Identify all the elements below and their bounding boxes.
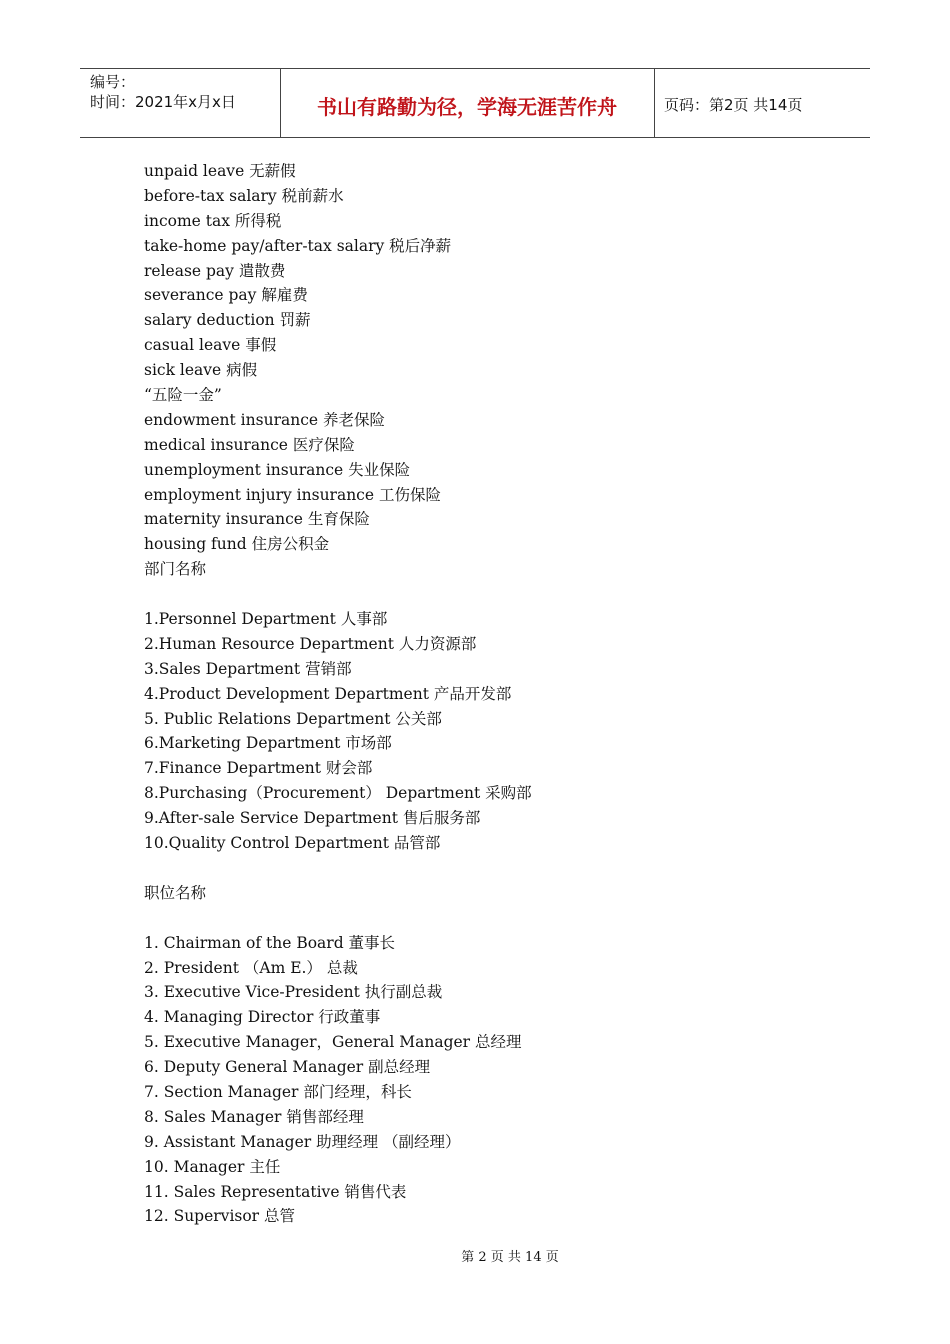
document-number-label: 编号：	[90, 73, 136, 91]
vocabulary-line: 2.Human Resource Department 人力资源部	[144, 634, 477, 653]
vocabulary-line: 10. Manager 主任	[144, 1157, 281, 1176]
vocabulary-line: take-home pay/after-tax salary 税后净薪	[144, 236, 452, 255]
document-time-label: 时间：2021年x月x日	[90, 93, 236, 111]
vocabulary-line: 职位名称	[144, 883, 207, 902]
header-page-info: 页码：第2页 共14页	[664, 96, 803, 114]
vocabulary-line	[144, 582, 532, 607]
vocabulary-line	[144, 856, 532, 881]
vocabulary-line: sick leave 病假	[144, 361, 258, 380]
vocabulary-line: 9.After-sale Service Department 售后服务部	[144, 809, 481, 828]
header-motto-cell	[280, 69, 655, 137]
vocabulary-line: 11. Sales Representative 销售代表	[144, 1182, 407, 1201]
vocabulary-line: 3. Executive Vice-President 执行副总裁	[144, 983, 443, 1002]
vocabulary-line: 部门名称	[144, 560, 207, 579]
vocabulary-line: medical insurance 医疗保险	[144, 435, 355, 454]
page-footer: 第 2 页 共 14 页	[461, 1250, 559, 1265]
vocabulary-line: 12. Supervisor 总管	[144, 1207, 296, 1226]
vocabulary-line: casual leave 事假	[144, 336, 277, 355]
vocabulary-line: income tax 所得税	[144, 211, 282, 230]
vocabulary-line: 7.Finance Department 财会部	[144, 759, 373, 778]
header-page-cell	[654, 69, 870, 137]
vocabulary-line: employment injury insurance 工伤保险	[144, 485, 441, 504]
vocabulary-line: 1.Personnel Department 人事部	[144, 610, 388, 629]
vocabulary-line: 7. Section Manager 部门经理，科长	[144, 1082, 412, 1101]
vocabulary-line: severance pay 解雇费	[144, 286, 308, 305]
vocabulary-line: 6.Marketing Department 市场部	[144, 734, 392, 753]
vocabulary-line: 9. Assistant Manager 助理经理 （副经理）	[144, 1132, 461, 1151]
vocabulary-line: maternity insurance 生育保险	[144, 510, 370, 529]
vocabulary-line: “五险一金”	[144, 386, 222, 405]
vocabulary-line: 8. Sales Manager 销售部经理	[144, 1107, 364, 1126]
vocabulary-line: unpaid leave 无薪假	[144, 162, 296, 180]
vocabulary-line: 6. Deputy General Manager 副总经理	[144, 1058, 431, 1077]
vocabulary-line: salary deduction 罚薪	[144, 311, 311, 330]
vocabulary-line: 4.Product Development Department 产品开发部	[144, 684, 512, 703]
vocabulary-line: 8.Purchasing（Procurement） Department 采购部	[144, 784, 532, 803]
vocabulary-line: 5. Public Relations Department 公关部	[144, 709, 442, 728]
header-motto: 书山有路勤为径，学海无涯苦作舟	[317, 95, 617, 119]
vocabulary-list	[144, 159, 532, 1229]
vocabulary-line: unemployment insurance 失业保险	[144, 460, 411, 479]
vocabulary-line: 5. Executive Manager，General Manager 总经理	[144, 1033, 522, 1052]
vocabulary-line: release pay 遣散费	[144, 261, 286, 280]
vocabulary-line: 3.Sales Department 营销部	[144, 659, 352, 678]
vocabulary-line: 10.Quality Control Department 品管部	[144, 834, 441, 853]
vocabulary-line: 1. Chairman of the Board 董事长	[144, 933, 396, 952]
vocabulary-line: 2. President （Am E.） 总裁	[144, 958, 358, 977]
vocabulary-line: 4. Managing Director 行政董事	[144, 1008, 381, 1027]
vocabulary-line: endowment insurance 养老保险	[144, 410, 385, 429]
vocabulary-line: before-tax salary 税前薪水	[144, 186, 344, 205]
vocabulary-line	[144, 906, 532, 931]
header-left-cell	[80, 69, 281, 137]
vocabulary-line: housing fund 住房公积金	[144, 535, 330, 554]
page-header	[80, 68, 870, 138]
